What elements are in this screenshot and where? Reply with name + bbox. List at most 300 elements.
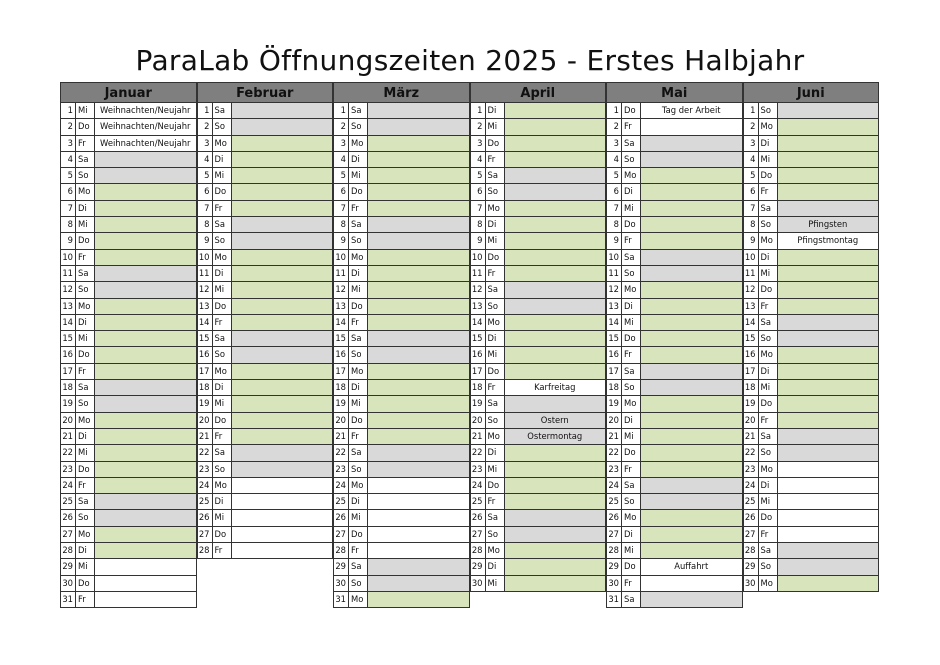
day-note [368, 331, 469, 346]
weekday: Di [213, 152, 232, 167]
day-number: 13 [471, 299, 486, 314]
day-number: 29 [744, 559, 759, 574]
day-note [232, 364, 333, 379]
day-number: 24 [198, 478, 213, 493]
day-row [743, 527, 880, 543]
weekday: Mo [76, 184, 95, 199]
day-note [505, 331, 606, 346]
day-note [641, 201, 742, 216]
day-number: 9 [61, 233, 76, 248]
day-row [743, 119, 880, 135]
day-note [368, 510, 469, 525]
day-number: 27 [744, 527, 759, 542]
day-number: 19 [61, 396, 76, 411]
day-note [641, 266, 742, 281]
day-number: 30 [334, 576, 349, 591]
day-note [778, 331, 879, 346]
day-row [333, 445, 470, 461]
day-number: 16 [198, 347, 213, 362]
day-note [95, 380, 196, 395]
weekday: Mi [76, 445, 95, 460]
day-note: Tag der Arbeit [641, 103, 742, 118]
weekday: Mi [349, 510, 368, 525]
day-row [333, 136, 470, 152]
day-number: 10 [334, 250, 349, 265]
weekday: Fr [622, 347, 641, 362]
day-number: 5 [334, 168, 349, 183]
day-number: 23 [334, 462, 349, 477]
page-title: ParaLab Öffnungszeiten 2025 - Erstes Halbjahr [135, 44, 805, 77]
day-number: 23 [61, 462, 76, 477]
day-note: Auffahrt [641, 559, 742, 574]
day-number: 3 [744, 136, 759, 151]
month-column [197, 82, 334, 559]
day-note [778, 119, 879, 134]
day-row [60, 576, 197, 592]
day-number: 7 [334, 201, 349, 216]
weekday: Sa [622, 592, 641, 607]
day-row [470, 136, 607, 152]
weekday: Mi [76, 217, 95, 232]
day-row [470, 119, 607, 135]
day-number: 12 [744, 282, 759, 297]
weekday: Mi [759, 266, 778, 281]
day-number: 25 [61, 494, 76, 509]
day-number: 21 [334, 429, 349, 444]
weekday: So [349, 119, 368, 134]
weekday: Do [486, 364, 505, 379]
month-header: Juni [743, 82, 880, 103]
month-header: Januar [60, 82, 197, 103]
day-note [778, 168, 879, 183]
day-row [470, 527, 607, 543]
weekday: Mi [759, 494, 778, 509]
day-note [505, 233, 606, 248]
day-note [505, 168, 606, 183]
day-number: 7 [61, 201, 76, 216]
day-note [232, 103, 333, 118]
day-row [606, 119, 743, 135]
weekday: Fr [759, 413, 778, 428]
day-note [368, 592, 469, 607]
day-row [60, 462, 197, 478]
day-note [368, 136, 469, 151]
day-note [95, 462, 196, 477]
weekday: Fr [213, 543, 232, 558]
weekday: Mo [349, 592, 368, 607]
month-column [470, 82, 607, 592]
day-note [368, 184, 469, 199]
day-note [505, 152, 606, 167]
day-number: 27 [334, 527, 349, 542]
day-number: 4 [607, 152, 622, 167]
day-note: Karfreitag [505, 380, 606, 395]
day-row [470, 315, 607, 331]
weekday: Sa [486, 396, 505, 411]
weekday: Fr [349, 315, 368, 330]
day-number: 14 [61, 315, 76, 330]
day-row [333, 152, 470, 168]
day-note: Ostern [505, 413, 606, 428]
day-number: 7 [607, 201, 622, 216]
day-number: 3 [198, 136, 213, 151]
day-row [470, 201, 607, 217]
weekday: Mi [486, 347, 505, 362]
weekday: Sa [213, 445, 232, 460]
day-note [368, 347, 469, 362]
weekday: Mo [759, 233, 778, 248]
month-column [743, 82, 880, 592]
day-note [641, 380, 742, 395]
day-note [778, 282, 879, 297]
day-number: 2 [471, 119, 486, 134]
day-row [60, 217, 197, 233]
day-row [606, 364, 743, 380]
day-number: 4 [471, 152, 486, 167]
day-row [333, 201, 470, 217]
weekday: Fr [76, 478, 95, 493]
day-row [333, 478, 470, 494]
weekday: Fr [213, 201, 232, 216]
day-row [470, 250, 607, 266]
day-note [368, 103, 469, 118]
day-row [743, 168, 880, 184]
day-number: 24 [744, 478, 759, 493]
day-row [606, 315, 743, 331]
weekday: So [622, 380, 641, 395]
day-number: 3 [334, 136, 349, 151]
day-note [778, 478, 879, 493]
day-row [333, 396, 470, 412]
day-note [641, 168, 742, 183]
day-note [368, 380, 469, 395]
day-number: 1 [607, 103, 622, 118]
day-row [333, 103, 470, 119]
day-row [60, 233, 197, 249]
day-note [368, 201, 469, 216]
day-note [232, 462, 333, 477]
weekday: Mi [76, 331, 95, 346]
day-note [232, 233, 333, 248]
weekday: Sa [759, 201, 778, 216]
weekday: Do [622, 331, 641, 346]
day-note [232, 331, 333, 346]
day-number: 25 [744, 494, 759, 509]
month-column [333, 82, 470, 608]
day-note [368, 282, 469, 297]
day-number: 6 [471, 184, 486, 199]
day-note [232, 315, 333, 330]
weekday: Fr [76, 250, 95, 265]
weekday: So [349, 347, 368, 362]
day-note [368, 445, 469, 460]
day-note [95, 396, 196, 411]
day-note [641, 494, 742, 509]
day-note [778, 347, 879, 362]
day-number: 5 [607, 168, 622, 183]
day-note: Weihnachten/Neujahr [95, 136, 196, 151]
day-note [505, 250, 606, 265]
weekday: Do [76, 576, 95, 591]
day-number: 8 [334, 217, 349, 232]
day-row [743, 478, 880, 494]
weekday: Mo [622, 168, 641, 183]
day-row [470, 576, 607, 592]
day-number: 24 [61, 478, 76, 493]
day-note [232, 119, 333, 134]
day-row [743, 445, 880, 461]
weekday: Mo [349, 136, 368, 151]
weekday: Di [622, 184, 641, 199]
day-note [505, 445, 606, 460]
day-row [60, 201, 197, 217]
weekday: Sa [349, 559, 368, 574]
day-number: 7 [471, 201, 486, 216]
day-note: Ostermontag [505, 429, 606, 444]
weekday: Di [622, 299, 641, 314]
day-row [606, 136, 743, 152]
weekday: Do [349, 413, 368, 428]
day-row [197, 380, 334, 396]
weekday: Do [213, 527, 232, 542]
day-number: 31 [607, 592, 622, 607]
day-note [505, 136, 606, 151]
day-row [606, 510, 743, 526]
day-note [641, 315, 742, 330]
day-number: 5 [198, 168, 213, 183]
weekday: Fr [76, 592, 95, 607]
day-row [743, 364, 880, 380]
day-note [778, 201, 879, 216]
day-row [197, 478, 334, 494]
day-number: 13 [607, 299, 622, 314]
weekday: Mo [759, 462, 778, 477]
day-note [368, 299, 469, 314]
day-row [470, 364, 607, 380]
day-number: 2 [607, 119, 622, 134]
day-number: 15 [334, 331, 349, 346]
day-number: 10 [607, 250, 622, 265]
day-row [60, 364, 197, 380]
day-row [743, 315, 880, 331]
day-row [333, 429, 470, 445]
day-row [333, 510, 470, 526]
weekday: Do [622, 103, 641, 118]
day-row [333, 331, 470, 347]
day-number: 11 [607, 266, 622, 281]
day-note [95, 347, 196, 362]
weekday: Mo [622, 510, 641, 525]
weekday: Mi [486, 462, 505, 477]
day-row [60, 396, 197, 412]
day-row [333, 576, 470, 592]
weekday: Di [486, 331, 505, 346]
day-row [743, 331, 880, 347]
day-note [95, 315, 196, 330]
day-row [743, 462, 880, 478]
day-note [778, 543, 879, 558]
day-number: 22 [198, 445, 213, 460]
day-number: 2 [198, 119, 213, 134]
weekday: So [213, 233, 232, 248]
weekday: Fr [622, 233, 641, 248]
day-note [232, 478, 333, 493]
day-note [95, 201, 196, 216]
day-row [470, 478, 607, 494]
day-row [743, 266, 880, 282]
day-number: 26 [61, 510, 76, 525]
weekday: Do [76, 119, 95, 134]
day-number: 25 [198, 494, 213, 509]
day-number: 27 [198, 527, 213, 542]
day-row [606, 576, 743, 592]
day-note [232, 396, 333, 411]
day-note [368, 429, 469, 444]
day-note: Pfingsten [778, 217, 879, 232]
day-note [778, 299, 879, 314]
day-number: 13 [61, 299, 76, 314]
day-row [197, 119, 334, 135]
weekday: So [213, 119, 232, 134]
day-note [641, 462, 742, 477]
day-number: 24 [334, 478, 349, 493]
weekday: Di [486, 559, 505, 574]
day-number: 10 [61, 250, 76, 265]
day-number: 17 [744, 364, 759, 379]
day-note: Weihnachten/Neujahr [95, 103, 196, 118]
day-number: 2 [334, 119, 349, 134]
weekday: Do [486, 478, 505, 493]
day-number: 4 [61, 152, 76, 167]
day-row [60, 445, 197, 461]
day-note [641, 510, 742, 525]
day-number: 18 [334, 380, 349, 395]
day-number: 17 [334, 364, 349, 379]
day-note [95, 364, 196, 379]
day-note [95, 576, 196, 591]
day-note [368, 152, 469, 167]
day-number: 15 [744, 331, 759, 346]
day-list [333, 103, 470, 608]
day-number: 27 [607, 527, 622, 542]
day-note [368, 494, 469, 509]
weekday: Mo [76, 413, 95, 428]
weekday: Mi [622, 201, 641, 216]
weekday: Sa [486, 168, 505, 183]
weekday: Fr [759, 184, 778, 199]
day-row [197, 168, 334, 184]
day-row [606, 462, 743, 478]
weekday: Do [349, 527, 368, 542]
weekday: Mi [76, 103, 95, 118]
weekday: Di [213, 266, 232, 281]
day-row [197, 347, 334, 363]
day-note [232, 543, 333, 558]
weekday: Sa [486, 282, 505, 297]
weekday: Sa [349, 331, 368, 346]
day-number: 21 [607, 429, 622, 444]
day-note [505, 576, 606, 591]
day-note [778, 184, 879, 199]
day-number: 13 [744, 299, 759, 314]
day-number: 8 [744, 217, 759, 232]
weekday: Mi [486, 119, 505, 134]
day-row [197, 543, 334, 559]
day-note [505, 184, 606, 199]
day-row [333, 282, 470, 298]
day-note [505, 494, 606, 509]
day-row [197, 201, 334, 217]
weekday: Fr [213, 429, 232, 444]
day-list [60, 103, 197, 608]
day-note [778, 103, 879, 118]
day-note [778, 527, 879, 542]
day-number: 21 [471, 429, 486, 444]
day-row [606, 233, 743, 249]
day-note [95, 168, 196, 183]
weekday: Di [622, 413, 641, 428]
day-row [333, 462, 470, 478]
day-note [95, 152, 196, 167]
day-row [470, 445, 607, 461]
day-note [505, 201, 606, 216]
day-note [368, 364, 469, 379]
day-number: 6 [607, 184, 622, 199]
weekday: Sa [76, 494, 95, 509]
day-note [232, 282, 333, 297]
weekday: Sa [349, 217, 368, 232]
day-note [368, 543, 469, 558]
weekday: Fr [486, 380, 505, 395]
day-note [232, 266, 333, 281]
day-number: 17 [198, 364, 213, 379]
day-note [368, 478, 469, 493]
day-note [778, 315, 879, 330]
day-note [641, 136, 742, 151]
weekday: Fr [76, 364, 95, 379]
day-number: 28 [744, 543, 759, 558]
day-row [743, 396, 880, 412]
weekday: So [486, 527, 505, 542]
weekday: Mi [622, 315, 641, 330]
day-note [505, 347, 606, 362]
day-row [60, 543, 197, 559]
day-note [641, 396, 742, 411]
day-row [743, 250, 880, 266]
day-row [606, 445, 743, 461]
day-number: 17 [61, 364, 76, 379]
day-note [778, 413, 879, 428]
weekday: So [349, 462, 368, 477]
day-row [333, 364, 470, 380]
weekday: Fr [622, 119, 641, 134]
weekday: Fr [213, 315, 232, 330]
weekday: Do [213, 184, 232, 199]
day-row [60, 527, 197, 543]
day-number: 14 [471, 315, 486, 330]
weekday: Mo [76, 527, 95, 542]
day-number: 19 [744, 396, 759, 411]
day-note [505, 478, 606, 493]
day-note [368, 217, 469, 232]
day-number: 11 [471, 266, 486, 281]
weekday: Sa [622, 364, 641, 379]
day-number: 14 [607, 315, 622, 330]
day-number: 20 [471, 413, 486, 428]
day-row [606, 396, 743, 412]
weekday: Di [76, 201, 95, 216]
day-note [778, 494, 879, 509]
